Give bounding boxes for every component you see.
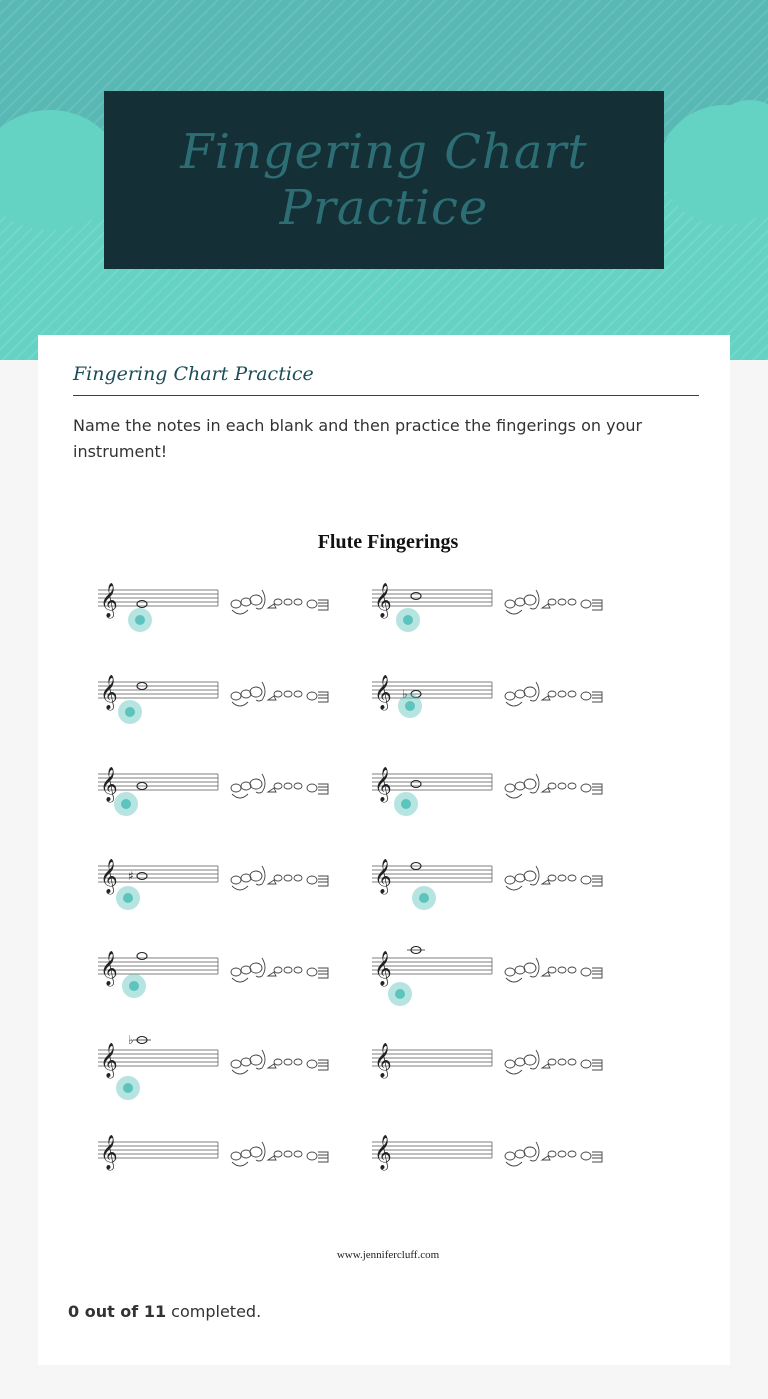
treble-clef-icon: 𝄞	[100, 1043, 118, 1078]
fingering-diagram	[231, 682, 328, 706]
treble-clef-icon: 𝄞	[374, 675, 392, 710]
answer-marker-dot[interactable]	[123, 893, 133, 903]
treble-clef-icon: 𝄞	[100, 859, 118, 894]
whole-note	[137, 953, 147, 960]
treble-clef-icon: 𝄞	[374, 951, 392, 986]
whole-note	[411, 781, 421, 788]
treble-clef-icon: 𝄞	[374, 767, 392, 802]
fingering-diagram	[231, 774, 328, 798]
fingering-diagram	[505, 1050, 602, 1074]
treble-clef-icon: 𝄞	[374, 859, 392, 894]
fingering-diagram	[505, 1142, 602, 1166]
fingering-chart	[98, 525, 678, 1245]
fingering-diagram	[231, 1142, 328, 1166]
answer-marker-dot[interactable]	[129, 981, 139, 991]
answer-marker-dot[interactable]	[395, 989, 405, 999]
fingering-diagram	[231, 866, 328, 890]
treble-clef-icon: 𝄞	[100, 767, 118, 802]
accidental: ♭	[128, 1033, 134, 1047]
completion-status	[68, 1302, 261, 1321]
treble-clef-icon: 𝄞	[100, 583, 118, 618]
whole-note	[137, 873, 147, 880]
fingering-diagram	[505, 774, 602, 798]
page-title: Fingering Chart Practice	[180, 124, 588, 236]
answer-marker-dot[interactable]	[123, 1083, 133, 1093]
fingering-diagram	[505, 866, 602, 890]
answer-marker-dot[interactable]	[125, 707, 135, 717]
treble-clef-icon: 𝄞	[100, 675, 118, 710]
credit-text: www.jennifercluff.com	[336, 1249, 440, 1261]
answer-marker-dot[interactable]	[405, 701, 415, 711]
fingering-diagram	[231, 958, 328, 982]
treble-clef-icon: 𝄞	[100, 1135, 118, 1170]
worksheet-card	[38, 335, 730, 1365]
whole-note	[137, 601, 147, 608]
answer-marker-dot[interactable]	[403, 615, 413, 625]
answer-marker-dot[interactable]	[419, 893, 429, 903]
answer-marker-dot[interactable]	[401, 799, 411, 809]
accidental: ♯	[128, 869, 134, 883]
answer-marker-dot[interactable]	[135, 615, 145, 625]
fingering-diagram	[231, 1050, 328, 1074]
treble-clef-icon: 𝄞	[374, 583, 392, 618]
treble-clef-icon: 𝄞	[100, 951, 118, 986]
page-title-box	[104, 91, 664, 269]
fingering-diagram	[231, 590, 328, 614]
sheet-title: Flute Fingerings	[317, 531, 459, 553]
treble-clef-icon: 𝄞	[374, 1043, 392, 1078]
whole-note	[411, 593, 421, 600]
accidental: ♭	[402, 687, 408, 701]
fingering-diagram	[505, 682, 602, 706]
treble-clef-icon: 𝄞	[374, 1135, 392, 1170]
section-title: Fingering Chart Practice	[73, 363, 699, 396]
fingering-diagram	[505, 958, 602, 982]
answer-marker-dot[interactable]	[121, 799, 131, 809]
fingering-diagram	[505, 590, 602, 614]
instructions-text: Name the notes in each blank and then practice the fingerings on your instrument!	[73, 416, 643, 461]
completion-suffix: completed.	[166, 1302, 262, 1321]
completion-count: 0 out of 11	[68, 1302, 167, 1321]
header-banner	[0, 0, 768, 360]
fingering-sheet	[98, 525, 678, 1285]
